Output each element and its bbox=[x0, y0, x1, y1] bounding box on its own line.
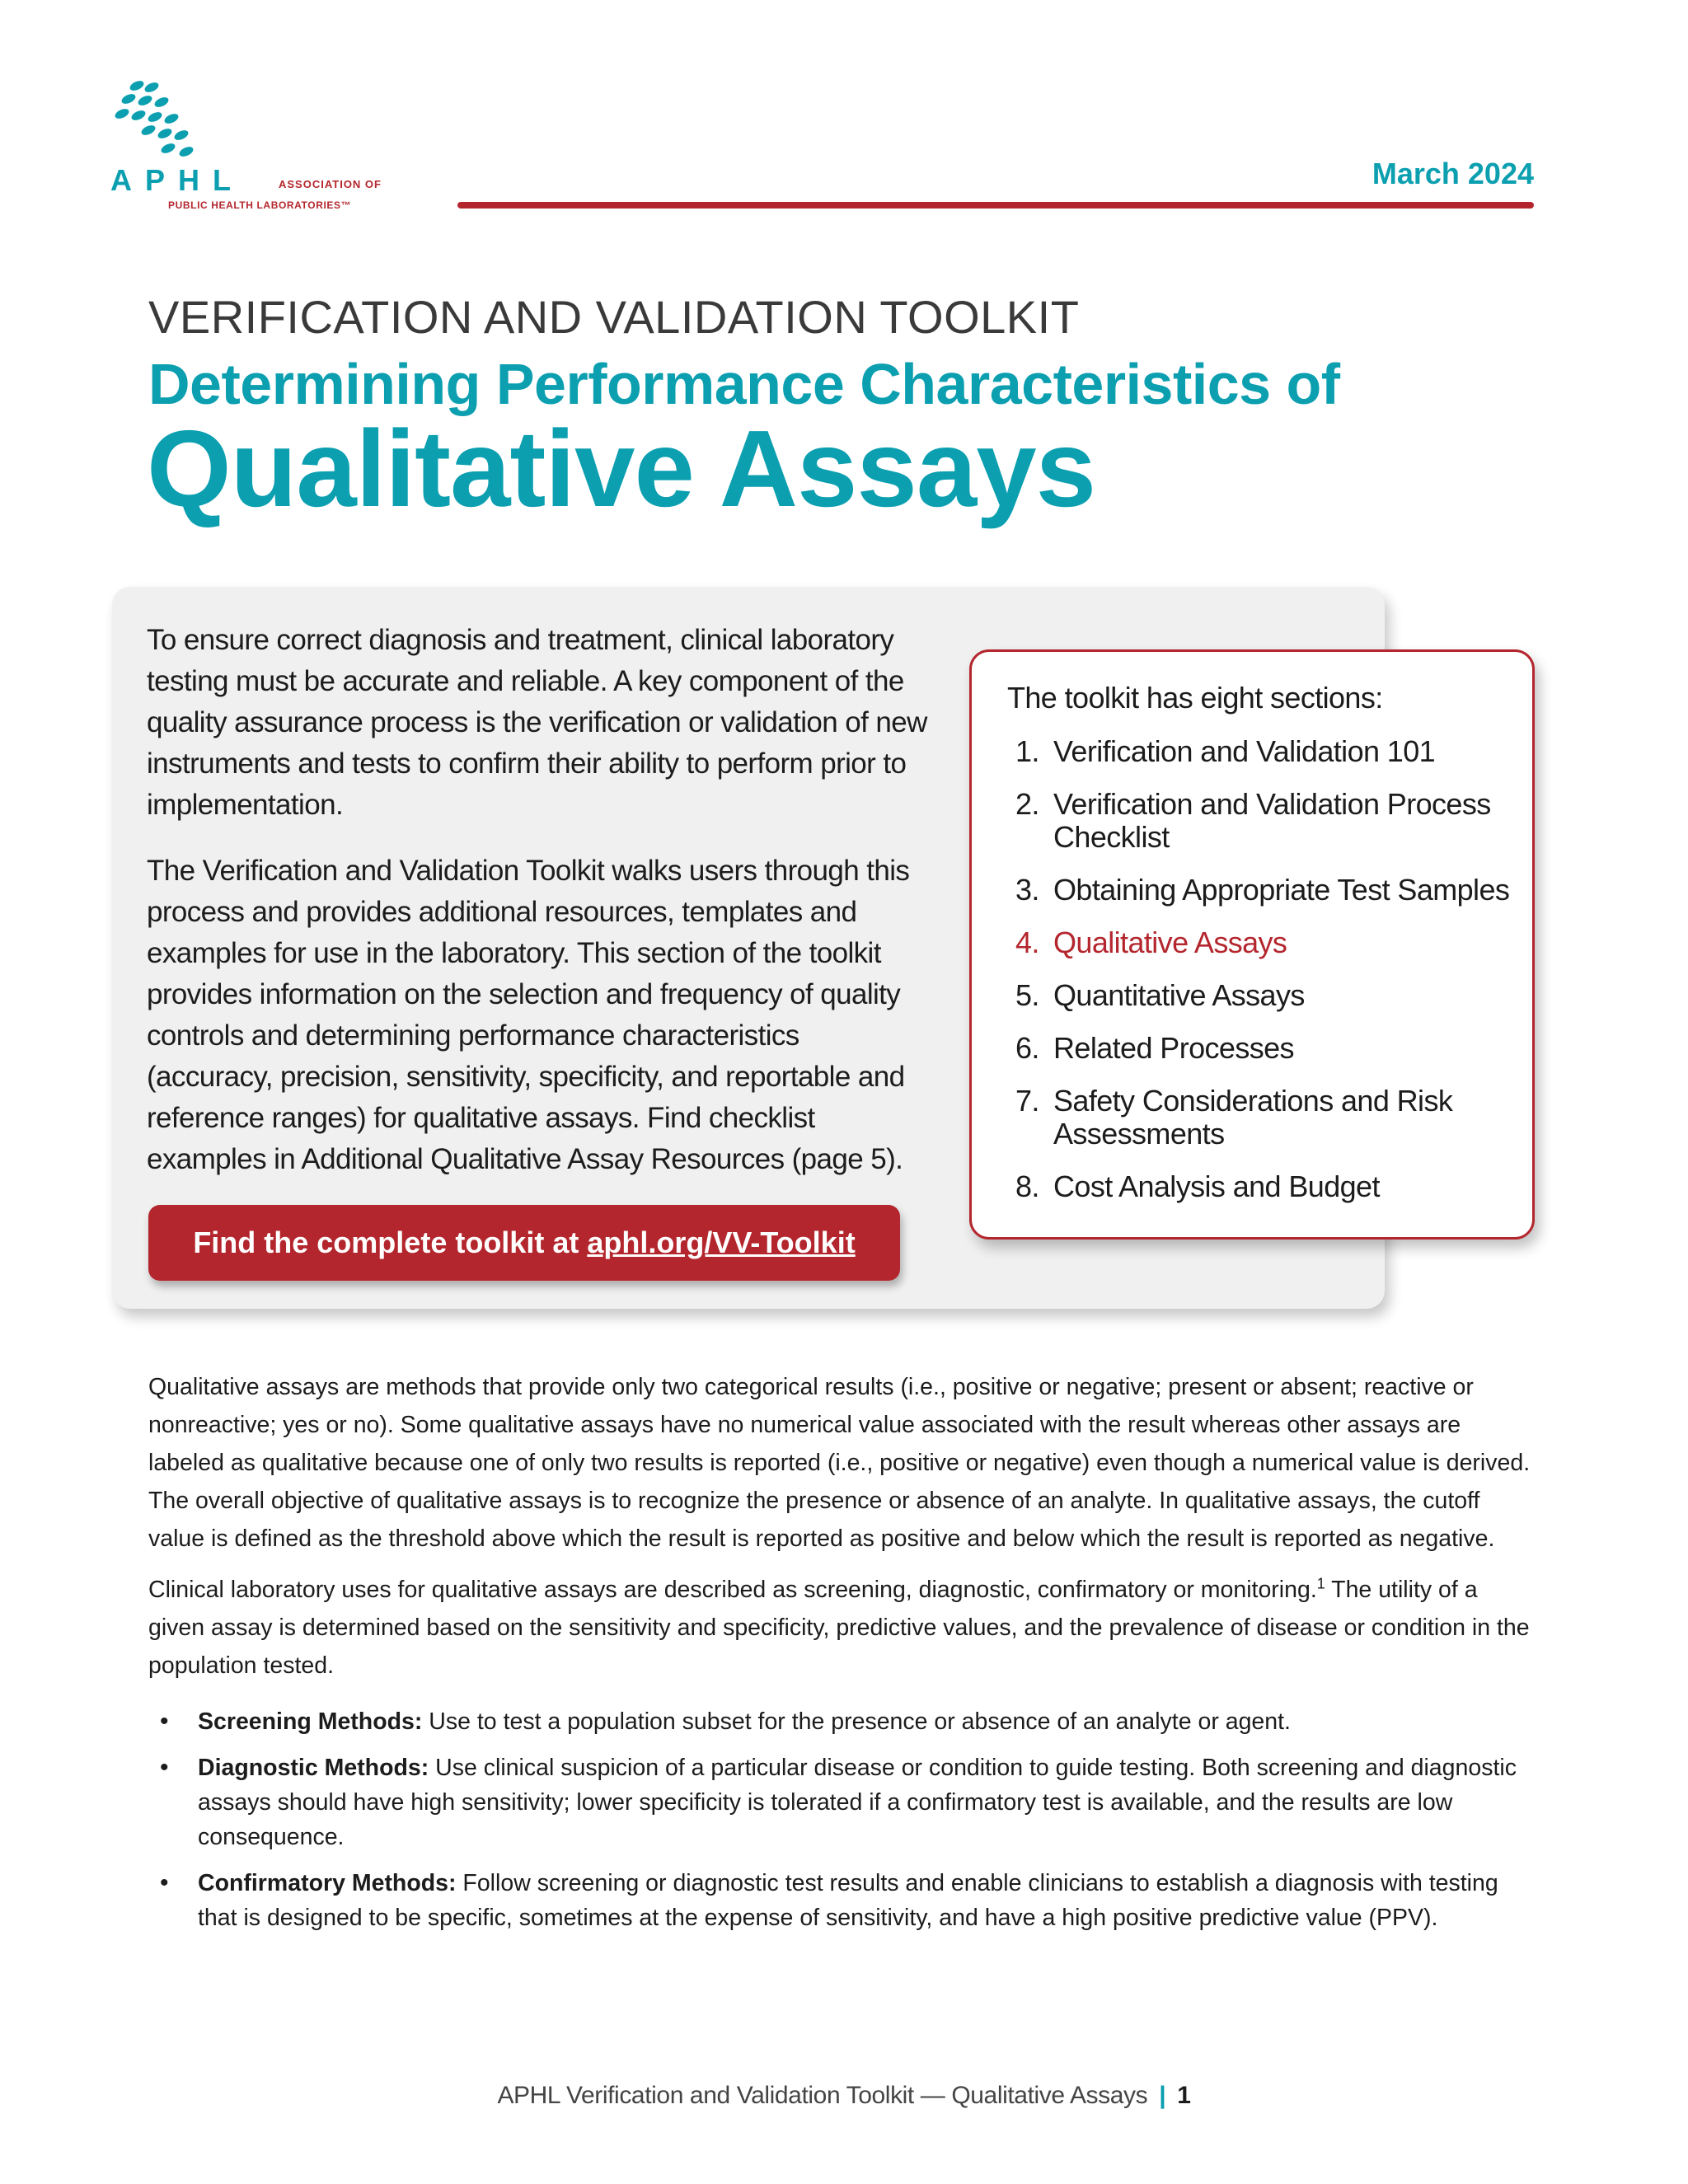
method-term: Confirmatory Methods: bbox=[198, 1870, 457, 1896]
body-paragraph-1: Qualitative assays are methods that provide only two categorical results (i.e., positive or negative; present or absent; reactive or nonreactive; yes or no). Some qualitative assays have no numerical value associated with the result whereas other assays are labeled as qualitative because one of only two results is reported (i.e., positive or negative) even though a numerical value is derived. The overall objective of qualitative assays is to recognize the presence or absence of an analyte. In qualitative assays, the cutoff value is defined as the threshold above which the result is reported as positive and below which the result is reported as negative. bbox=[148, 1374, 1531, 1552]
section-label: Cost Analysis and Budget bbox=[1053, 1169, 1380, 1203]
header-rule bbox=[457, 202, 1534, 209]
section-number: 7. bbox=[1015, 1084, 1039, 1118]
body-paragraph-2 bbox=[148, 1571, 1533, 1685]
section-item-2 bbox=[1015, 788, 1510, 854]
intro-text bbox=[147, 620, 930, 1205]
main-body bbox=[148, 1368, 1533, 1947]
section-label: Verification and Validation Process Checklist bbox=[1053, 787, 1491, 854]
page-footer bbox=[0, 2082, 1688, 2110]
section-number: 1. bbox=[1015, 734, 1039, 768]
footer-text: APHL Verification and Validation Toolkit — Qualitative Assays bbox=[497, 2082, 1148, 2109]
section-number: 8. bbox=[1015, 1169, 1039, 1203]
section-number: 2. bbox=[1015, 787, 1039, 821]
method-description: Use to test a population subset for the presence or absence of an analyte or agent. bbox=[422, 1708, 1291, 1735]
page-number: 1 bbox=[1177, 2082, 1191, 2109]
intro-paragraph-1: To ensure correct diagnosis and treatment, clinical laboratory testing must be accurate and reliable. A key component of the quality assurance process is the verification or validation of new instruments and tests to confirm their ability to perform prior to implementation. bbox=[147, 624, 927, 821]
title-subtitle: Determining Performance Characteristics of bbox=[148, 352, 1340, 416]
toolkit-button-text: Find the complete toolkit at bbox=[193, 1226, 579, 1259]
section-number: 6. bbox=[1015, 1031, 1039, 1065]
body-paragraph-2-text-cont: The utility of a given assay is determined based on the sensitivity and specificity, predictive values, and the prevalence of disease or condition in the population tested. bbox=[148, 1577, 1530, 1679]
section-label: Verification and Validation 101 bbox=[1053, 734, 1436, 768]
method-description: Use clinical suspicion of a particular disease or condition to guide testing. Both screening and diagnostic assays should have high sensitivity; lower specificity is tolerated if a confirmatory test is available, and the results are low consequence. bbox=[198, 1755, 1517, 1850]
method-bullet bbox=[148, 1704, 1533, 1739]
intro-paragraph-2: The Verification and Validation Toolkit walks users through this process and provides additional resources, templates and examples for use in the laboratory. This section of the toolkit provides information on the selection and frequency of quality controls and determining performance characteristics (accuracy, precision, sensitivity, specificity, and reportable and reference ranges) for qualitative assays. Find checklist examples in Additional Qualitative Assay Resources (page 5). bbox=[147, 855, 910, 1175]
aphl-logo-icon bbox=[110, 76, 218, 166]
section-label: Safety Considerations and Risk Assessments bbox=[1053, 1084, 1453, 1151]
body-paragraph-2-text: Clinical laboratory uses for qualitative assays are described as screening, diagnostic, confirmatory or monitoring. bbox=[148, 1577, 1317, 1603]
section-number: 5. bbox=[1015, 978, 1039, 1012]
section-label: Obtaining Appropriate Test Samples bbox=[1053, 873, 1510, 907]
document-kicker: VERIFICATION AND VALIDATION TOOLKIT bbox=[148, 291, 1080, 343]
section-item-7 bbox=[1015, 1085, 1510, 1151]
section-item-5 bbox=[1015, 979, 1510, 1012]
footnote-ref[interactable]: 1 bbox=[1316, 1575, 1325, 1592]
section-number: 3. bbox=[1015, 873, 1039, 907]
section-label: Quantitative Assays bbox=[1053, 978, 1305, 1012]
method-term: Diagnostic Methods: bbox=[198, 1755, 429, 1781]
toolkit-link[interactable]: aphl.org/VV-Toolkit bbox=[587, 1226, 856, 1259]
toolkit-link-button[interactable] bbox=[148, 1205, 900, 1281]
publication-date: March 2024 bbox=[1372, 157, 1534, 190]
section-item-4 bbox=[1015, 926, 1510, 959]
methods-list bbox=[148, 1704, 1533, 1935]
logo-organization-line: PUBLIC HEALTH LABORATORIES™ bbox=[168, 199, 352, 211]
section-number: 4. bbox=[1015, 926, 1039, 959]
section-label: Related Processes bbox=[1053, 1031, 1294, 1065]
logo-wordmark: APHL bbox=[110, 163, 244, 197]
method-bullet bbox=[148, 1750, 1533, 1854]
section-item-6 bbox=[1015, 1032, 1510, 1065]
aphl-logo bbox=[110, 76, 457, 216]
sections-title: The toolkit has eight sections: bbox=[1007, 681, 1383, 715]
page-title: Qualitative Assays bbox=[147, 408, 1096, 529]
section-item-1 bbox=[1015, 735, 1510, 768]
method-bullet bbox=[148, 1866, 1533, 1935]
footer-separator: | bbox=[1159, 2082, 1166, 2109]
sections-list bbox=[1015, 735, 1510, 1223]
logo-association-line: ASSOCIATION OF bbox=[279, 178, 382, 190]
section-item-3 bbox=[1015, 874, 1510, 907]
section-item-8 bbox=[1015, 1170, 1510, 1203]
method-term: Screening Methods: bbox=[198, 1708, 423, 1735]
method-description: Follow screening or diagnostic test results and enable clinicians to establish a diagnosis with testing that is designed to be specific, sometimes at the expense of sensitivity, and have a high positive predictive value (PPV). bbox=[198, 1870, 1498, 1931]
section-label: Qualitative Assays bbox=[1053, 926, 1287, 959]
